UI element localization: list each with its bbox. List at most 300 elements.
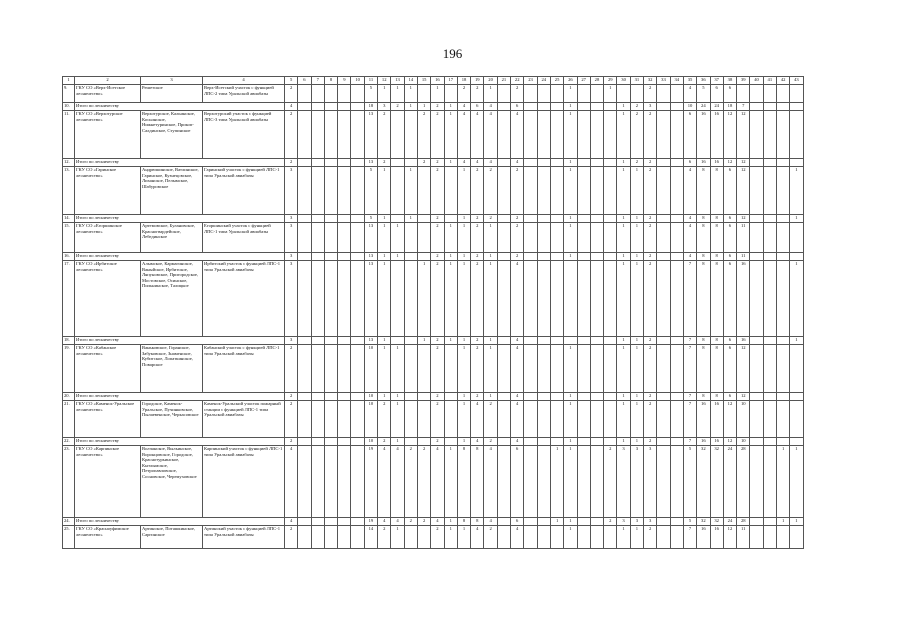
value-cell [550, 526, 563, 549]
value-cell [444, 401, 457, 438]
value-cell: 6 [683, 111, 696, 159]
total-row [63, 103, 804, 111]
total-label: Итого по лесничеству [75, 393, 285, 401]
value-cell [537, 253, 550, 261]
value-cell: 4 [484, 446, 497, 518]
value-cell [404, 223, 417, 253]
value-cell: 3 [617, 518, 630, 526]
value-cell: 2 [431, 215, 444, 223]
value-cell [590, 345, 603, 393]
value-cell: 1 [630, 401, 643, 438]
value-cell: 6 [723, 167, 736, 215]
value-cell [338, 223, 351, 253]
value-cell: 1 [484, 261, 497, 337]
value-cell [537, 167, 550, 215]
row-number: 16. [63, 253, 75, 261]
value-cell: 1 [564, 446, 577, 518]
value-cell [776, 345, 789, 393]
value-cell: 1 [444, 253, 457, 261]
value-cell: 1 [630, 253, 643, 261]
value-cell [776, 85, 789, 103]
value-cell [351, 337, 364, 345]
value-cell: 1 [457, 253, 470, 261]
value-cell [577, 111, 590, 159]
value-cell: 1 [404, 215, 417, 223]
row-number: 22. [63, 438, 75, 446]
value-cell: 1 [790, 215, 803, 223]
value-cell: 1 [391, 401, 404, 438]
total-row [63, 215, 804, 223]
value-cell [577, 337, 590, 345]
value-cell: 1 [790, 446, 803, 518]
value-cell [750, 518, 763, 526]
value-cell [404, 337, 417, 345]
value-cell [763, 401, 776, 438]
value-cell [298, 345, 311, 393]
value-cell [524, 85, 537, 103]
value-cell: 8 [710, 215, 723, 223]
column-number: 15 [417, 77, 430, 85]
column-number: 26 [564, 77, 577, 85]
value-cell [590, 526, 603, 549]
value-cell: 1 [617, 345, 630, 393]
value-cell: 1 [617, 253, 630, 261]
value-cell: 1 [776, 446, 789, 518]
value-cell: 2 [431, 345, 444, 393]
value-cell: 1 [630, 167, 643, 215]
value-cell [657, 261, 670, 337]
value-cell [763, 446, 776, 518]
value-cell: 1 [617, 337, 630, 345]
value-cell [657, 253, 670, 261]
value-cell [298, 111, 311, 159]
value-cell: 7 [683, 401, 696, 438]
value-cell [763, 438, 776, 446]
row-number: 9. [63, 85, 75, 103]
value-cell: 32 [697, 446, 710, 518]
value-cell: 1 [444, 446, 457, 518]
value-cell: 1 [378, 253, 391, 261]
value-cell [324, 159, 337, 167]
value-cell [497, 446, 510, 518]
row-number: 19. [63, 345, 75, 393]
value-cell: 4 [378, 446, 391, 518]
value-cell: 2 [431, 253, 444, 261]
value-cell: 16 [697, 438, 710, 446]
value-cell [524, 159, 537, 167]
value-cell: 13 [364, 261, 377, 337]
column-number: 19 [471, 77, 484, 85]
value-cell: 16 [697, 526, 710, 549]
value-cell: 2 [471, 345, 484, 393]
value-cell [311, 103, 324, 111]
value-cell [604, 526, 617, 549]
value-cell: 4 [511, 393, 524, 401]
value-cell: 3 [285, 261, 298, 337]
value-cell: 2 [378, 401, 391, 438]
column-number: 40 [750, 77, 763, 85]
value-cell: 1 [564, 215, 577, 223]
value-cell: 4 [457, 103, 470, 111]
total-row [63, 438, 804, 446]
value-cell: 24 [723, 518, 736, 526]
value-cell: 1 [617, 111, 630, 159]
value-cell: 10 [737, 438, 750, 446]
value-cell [417, 526, 430, 549]
value-cell [763, 215, 776, 223]
value-cell [657, 345, 670, 393]
value-cell: 2 [644, 438, 657, 446]
forestry-row [63, 345, 804, 393]
column-number: 38 [723, 77, 736, 85]
value-cell [338, 438, 351, 446]
value-cell: 2 [391, 103, 404, 111]
value-cell: 2 [417, 518, 430, 526]
value-cell [417, 401, 430, 438]
value-cell [324, 337, 337, 345]
row-number: 20. [63, 393, 75, 401]
value-cell: 1 [550, 518, 563, 526]
column-number: 30 [617, 77, 630, 85]
column-number: 28 [590, 77, 603, 85]
value-cell [524, 215, 537, 223]
district-forestries: Городское, Каменск-Уральское, Пучинковское, Пылаевенское, Черкасовское [141, 401, 203, 438]
value-cell [763, 337, 776, 345]
value-cell [338, 345, 351, 393]
total-row [63, 518, 804, 526]
value-cell: 1 [564, 159, 577, 167]
value-cell: 2 [285, 526, 298, 549]
value-cell [404, 401, 417, 438]
value-cell: 2 [431, 111, 444, 159]
value-cell [497, 103, 510, 111]
value-cell: 2 [511, 85, 524, 103]
forestry-row [63, 223, 804, 253]
value-cell: 1 [444, 526, 457, 549]
value-cell: 3 [378, 103, 391, 111]
value-cell: 16 [710, 526, 723, 549]
value-cell: 12 [737, 215, 750, 223]
value-cell [657, 167, 670, 215]
value-cell [750, 526, 763, 549]
total-label: Итого по лесничеству [75, 337, 285, 345]
value-cell [577, 393, 590, 401]
value-cell: 4 [471, 111, 484, 159]
value-cell: 3 [630, 518, 643, 526]
column-number: 25 [550, 77, 563, 85]
value-cell: 2 [431, 438, 444, 446]
value-cell: 18 [364, 103, 377, 111]
value-cell: 3 [644, 446, 657, 518]
value-cell: 5 [697, 85, 710, 103]
value-cell [338, 337, 351, 345]
value-cell: 1 [417, 261, 430, 337]
row-number: 17. [63, 261, 75, 337]
value-cell [391, 337, 404, 345]
value-cell [657, 215, 670, 223]
column-number: 14 [404, 77, 417, 85]
value-cell [524, 345, 537, 393]
value-cell: 2 [630, 111, 643, 159]
district-forestries: Верхотурское, Кальинское, Косьинское, Нижнетуринское, Прокоп-Салдинское, Ступинское [141, 111, 203, 159]
row-number: 18. [63, 337, 75, 345]
row-number: 11. [63, 111, 75, 159]
column-number: 27 [577, 77, 590, 85]
value-cell [404, 159, 417, 167]
value-cell [790, 401, 803, 438]
value-cell: 1 [444, 518, 457, 526]
value-cell [537, 261, 550, 337]
value-cell: 1 [444, 337, 457, 345]
value-cell [404, 438, 417, 446]
value-cell: 3 [285, 215, 298, 223]
value-cell: 7 [683, 337, 696, 345]
column-number: 9 [338, 77, 351, 85]
column-number: 33 [657, 77, 670, 85]
value-cell [524, 253, 537, 261]
value-cell [670, 345, 683, 393]
value-cell [590, 438, 603, 446]
value-cell [550, 393, 563, 401]
value-cell: 10 [364, 393, 377, 401]
column-number: 34 [670, 77, 683, 85]
value-cell [497, 167, 510, 215]
value-cell: 2 [431, 401, 444, 438]
value-cell: 16 [737, 337, 750, 345]
value-cell: 1 [457, 215, 470, 223]
value-cell [564, 261, 577, 337]
value-cell [590, 167, 603, 215]
value-cell [298, 103, 311, 111]
value-cell [750, 167, 763, 215]
value-cell: 13 [364, 159, 377, 167]
total-row [63, 159, 804, 167]
value-cell: 1 [564, 253, 577, 261]
value-cell: 7 [683, 345, 696, 393]
value-cell: 4 [484, 103, 497, 111]
value-cell [790, 223, 803, 253]
value-cell [324, 111, 337, 159]
value-cell: 5 [364, 215, 377, 223]
value-cell [604, 438, 617, 446]
value-cell: 12 [723, 526, 736, 549]
value-cell [604, 215, 617, 223]
value-cell [577, 167, 590, 215]
forestry-name: ГКУ СО «Каменск-Уральское лесничество» [75, 401, 141, 438]
value-cell [550, 337, 563, 345]
value-cell [577, 518, 590, 526]
value-cell: 10 [737, 401, 750, 438]
value-cell: 1 [431, 85, 444, 103]
value-cell [497, 159, 510, 167]
value-cell: 8 [710, 345, 723, 393]
value-cell: 2 [378, 438, 391, 446]
value-cell [670, 337, 683, 345]
value-cell [750, 345, 763, 393]
value-cell: 1 [404, 167, 417, 215]
value-cell: 1 [617, 103, 630, 111]
value-cell [298, 159, 311, 167]
value-cell [750, 393, 763, 401]
value-cell: 1 [378, 261, 391, 337]
value-cell: 2 [484, 438, 497, 446]
column-number: 8 [324, 77, 337, 85]
value-cell [524, 401, 537, 438]
value-cell: 4 [511, 159, 524, 167]
value-cell [550, 253, 563, 261]
column-number: 21 [497, 77, 510, 85]
forestry-row [63, 401, 804, 438]
value-cell [298, 215, 311, 223]
value-cell [298, 526, 311, 549]
value-cell [537, 103, 550, 111]
value-cell [590, 253, 603, 261]
value-cell: 12 [737, 111, 750, 159]
value-cell [670, 253, 683, 261]
value-cell [298, 438, 311, 446]
fire-station-unit: Верхотурский участок с функцией ЛПС-3 типа Уральской авиабазы [203, 111, 285, 159]
value-cell [311, 261, 324, 337]
value-cell [763, 518, 776, 526]
value-cell [577, 103, 590, 111]
value-cell: 4 [484, 111, 497, 159]
value-cell [657, 393, 670, 401]
value-cell [417, 167, 430, 215]
value-cell: 2 [471, 215, 484, 223]
value-cell: 13 [364, 253, 377, 261]
value-cell: 1 [617, 223, 630, 253]
value-cell: 4 [431, 518, 444, 526]
value-cell: 4 [471, 526, 484, 549]
value-cell [311, 253, 324, 261]
value-cell [776, 393, 789, 401]
value-cell: 1 [391, 438, 404, 446]
value-cell [670, 446, 683, 518]
value-cell: 6 [471, 103, 484, 111]
value-cell [670, 159, 683, 167]
value-cell [391, 111, 404, 159]
value-cell: 1 [457, 261, 470, 337]
value-cell: 1 [457, 345, 470, 393]
value-cell: 2 [484, 215, 497, 223]
value-cell [311, 85, 324, 103]
value-cell [497, 401, 510, 438]
fire-station-unit: Верх-Исетский участок с функцией ЛПС-2 типа Уральской авиабазы [203, 85, 285, 103]
value-cell [604, 261, 617, 337]
value-cell: 32 [710, 518, 723, 526]
value-cell [790, 159, 803, 167]
value-cell [657, 526, 670, 549]
value-cell [590, 393, 603, 401]
value-cell: 8 [710, 337, 723, 345]
value-cell: 2 [431, 337, 444, 345]
value-cell: 2 [644, 393, 657, 401]
value-cell: 4 [431, 446, 444, 518]
value-cell: 1 [391, 345, 404, 393]
value-cell [750, 438, 763, 446]
value-cell [537, 111, 550, 159]
value-cell: 2 [285, 85, 298, 103]
value-cell [351, 253, 364, 261]
value-cell [311, 337, 324, 345]
value-cell: 3 [285, 253, 298, 261]
value-cell: 2 [431, 159, 444, 167]
value-cell: 8 [697, 223, 710, 253]
value-cell [537, 159, 550, 167]
value-cell: 1 [550, 446, 563, 518]
value-cell [776, 253, 789, 261]
value-cell [550, 345, 563, 393]
value-cell [750, 223, 763, 253]
value-cell: 4 [471, 438, 484, 446]
page-number: 196 [442, 46, 463, 61]
value-cell [750, 253, 763, 261]
forestry-name: ГКУ СО «Гаринское лесничество» [75, 167, 141, 215]
value-cell: 1 [378, 337, 391, 345]
value-cell: 16 [697, 159, 710, 167]
value-cell [351, 446, 364, 518]
value-cell: 1 [564, 438, 577, 446]
value-cell [590, 215, 603, 223]
value-cell: 4 [511, 438, 524, 446]
value-cell [763, 111, 776, 159]
value-cell [444, 345, 457, 393]
value-cell [298, 393, 311, 401]
column-number: 6 [298, 77, 311, 85]
fire-station-unit: Каменск-Уральский участок пожарный станции с функцией ЛПС-1 типа Уральской авиабазы [203, 401, 285, 438]
value-cell: 1 [790, 261, 803, 337]
value-cell: 1 [457, 438, 470, 446]
value-cell [776, 215, 789, 223]
value-cell [351, 215, 364, 223]
row-number: 12. [63, 159, 75, 167]
value-cell: 1 [484, 253, 497, 261]
value-cell: 8 [697, 261, 710, 337]
column-number: 31 [630, 77, 643, 85]
value-cell [444, 215, 457, 223]
value-cell: 4 [471, 159, 484, 167]
value-cell: 2 [644, 337, 657, 345]
value-cell: 2 [471, 85, 484, 103]
value-cell: 2 [630, 103, 643, 111]
value-cell [790, 393, 803, 401]
value-cell: 1 [617, 167, 630, 215]
value-cell: 4 [484, 518, 497, 526]
value-cell: 2 [471, 393, 484, 401]
value-cell: 5 [364, 85, 377, 103]
value-cell [657, 159, 670, 167]
value-cell [524, 446, 537, 518]
value-cell [776, 401, 789, 438]
value-cell [590, 401, 603, 438]
value-cell [537, 337, 550, 345]
value-cell [776, 337, 789, 345]
value-cell [776, 526, 789, 549]
value-cell [657, 223, 670, 253]
value-cell: 2 [285, 401, 298, 438]
row-number: 13. [63, 167, 75, 215]
value-cell: 3 [644, 103, 657, 111]
value-cell [444, 85, 457, 103]
value-cell: 2 [457, 85, 470, 103]
column-number: 1 [63, 77, 75, 85]
value-cell [324, 345, 337, 393]
value-cell: 2 [471, 167, 484, 215]
value-cell: 1 [564, 345, 577, 393]
value-cell [311, 111, 324, 159]
value-cell [298, 85, 311, 103]
value-cell: 12 [737, 159, 750, 167]
